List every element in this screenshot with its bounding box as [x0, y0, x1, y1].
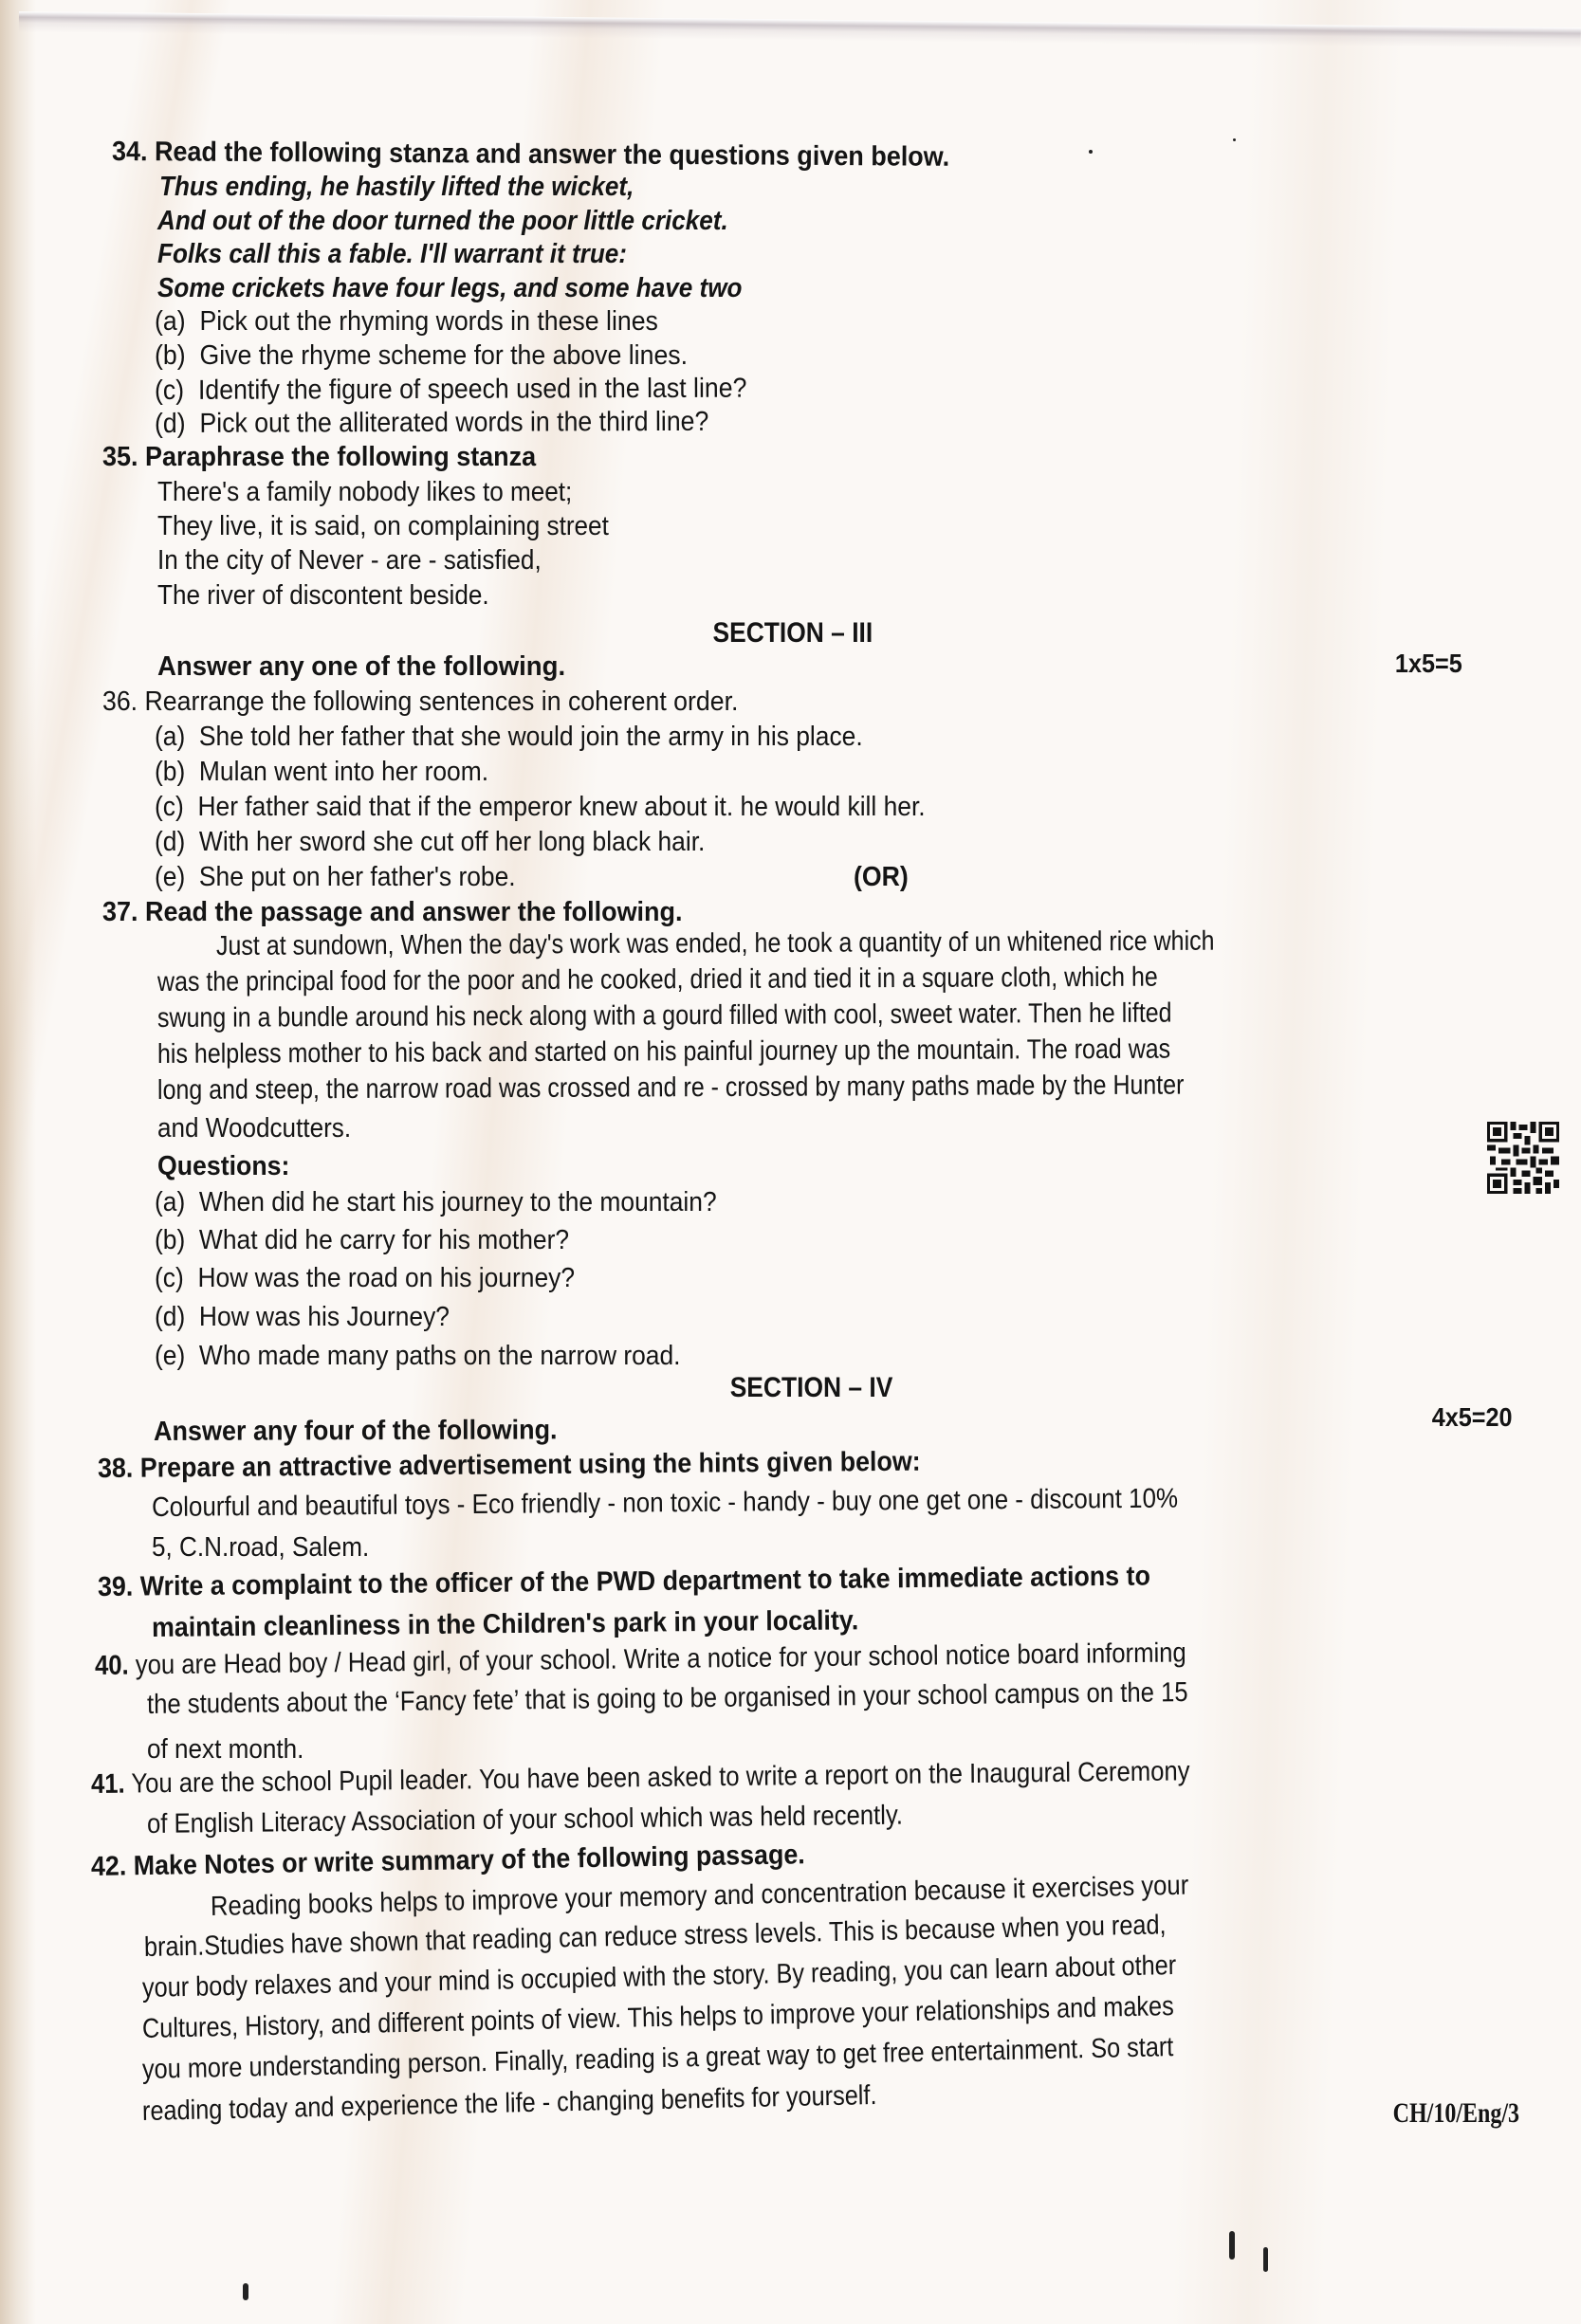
question-number: 38.	[97, 1453, 134, 1484]
comprehension-question: (c) How was the road on his journey?	[155, 1263, 575, 1293]
section-marks: 1x5=5	[1394, 649, 1462, 678]
comprehension-question: (a) When did he start his journey to the mountain?	[155, 1187, 717, 1217]
passage-line: your body relaxes and your mind is occupied with the story. By reading, you can learn about other	[141, 1949, 1177, 2004]
passage-line: Just at sundown, When the day's work was ended, he took a quantity of un whitened rice which	[215, 925, 1215, 961]
question-37-instruction: 37. Read the passage and answer the following.	[102, 897, 683, 927]
scan-speck	[1263, 2247, 1268, 2272]
passage-line: Reading books helps to improve your memory and concentration because it exercises your	[210, 1870, 1189, 1922]
passage-line: was the principal food for the poor and he cooked, dried it and tied it in a square cloth, which he	[156, 961, 1158, 997]
passage-line: you more understanding person. Finally, reading is a great way to get free entertainment. So start	[141, 2032, 1174, 2085]
or-label: (OR)	[854, 862, 909, 892]
comprehension-question: (b) What did he carry for his mother?	[155, 1225, 570, 1255]
rearrange-item: (c) Her father said that if the emperor knew about it. he would kill her.	[155, 792, 926, 822]
section-heading: SECTION – IV	[729, 1372, 893, 1403]
question-39-line: 39. Write a complaint to the officer of the PWD department to take immediate actions to	[97, 1561, 1151, 1602]
passage-line: swung in a bundle around his neck along with a gourd filled with cool, sweet water. Then he lifted	[156, 997, 1172, 1034]
question-number: 40.	[94, 1650, 129, 1681]
passage-line: his helpless mother to his back and started on his painful journey up the mountain. The road was	[156, 1034, 1171, 1070]
question-40-line: 40. you are Head boy / Head girl, of your school. Write a notice for your school notice board informing	[94, 1638, 1186, 1681]
subquestion: (d) Pick out the alliterated words in the third line?	[154, 406, 709, 439]
scan-speck	[243, 2283, 248, 2300]
rearrange-item: (a) She told her father that she would join the army in his place.	[155, 722, 863, 752]
stanza-line: Folks call this a fable. I'll warrant it true:	[157, 239, 627, 269]
section-heading: SECTION – III	[712, 617, 873, 649]
comprehension-question: (e) Who made many paths on the narrow road.	[155, 1341, 681, 1371]
stanza-line: In the city of Never - are - satisfied,	[157, 545, 542, 576]
stanza-line: Thus ending, he hastily lifted the wicket,	[159, 172, 634, 202]
question-40-line: of next month.	[147, 1734, 304, 1765]
questions-label: Questions:	[157, 1151, 290, 1181]
question-number: 42.	[90, 1851, 127, 1882]
question-40-line: the students about the ‘Fancy fete’ that is going to be organised in your school campus on the 15	[146, 1677, 1188, 1720]
passage-line: reading today and experience the life - changing benefits for yourself.	[141, 2079, 877, 2127]
question-42-instruction: 42. Make Notes or write summary of the following passage.	[90, 1839, 805, 1882]
section-marks: 4x5=20	[1431, 1402, 1513, 1432]
question-number: 36.	[102, 686, 138, 717]
rearrange-item: (b) Mulan went into her room.	[155, 757, 489, 787]
advertisement-address: 5, C.N.road, Salem.	[152, 1532, 370, 1563]
stanza-line: The river of discontent beside.	[157, 580, 489, 611]
stanza-line: Some crickets have four legs, and some have two	[157, 273, 743, 303]
rearrange-item: (d) With her sword she cut off her long black hair.	[155, 827, 706, 857]
stanza-line: And out of the door turned the poor little cricket.	[157, 206, 728, 236]
page-code: CH/10/Eng/3	[1392, 2097, 1520, 2129]
qr-code-icon	[1487, 1122, 1559, 1194]
question-41-line: of English Literacy Association of your school which was held recently.	[146, 1800, 904, 1839]
question-36-instruction: 36. Rearrange the following sentences in coherent order.	[102, 686, 739, 717]
section-instruction: Answer any one of the following.	[157, 651, 566, 682]
stanza-line: They live, it is said, on complaining street	[157, 511, 609, 541]
subquestion: (a) Pick out the rhyming words in these lines	[155, 306, 658, 337]
scan-speck	[1233, 138, 1236, 141]
question-number: 35.	[102, 442, 138, 472]
question-number: 41.	[90, 1768, 125, 1800]
section-instruction: Answer any four of the following.	[153, 1415, 558, 1447]
passage-line: brain.Studies have shown that reading can reduce stress levels. This is because when you read,	[143, 1910, 1167, 1963]
passage-line: and Woodcutters.	[157, 1113, 352, 1144]
question-38-instruction: 38. Prepare an attractive advertisement using the hints given below:	[97, 1446, 921, 1484]
scan-speck	[1229, 2231, 1235, 2260]
stanza-line: There's a family nobody likes to meet;	[157, 477, 573, 507]
passage-line: Cultures, History, and different points of view. This helps to improve your relationships and makes	[141, 1991, 1174, 2044]
rearrange-item: (e) She put on her father's robe.	[155, 862, 516, 892]
question-number: 37.	[102, 897, 138, 927]
passage-line: long and steep, the narrow road was crossed and re - crossed by many paths made by the Hunter	[156, 1070, 1185, 1106]
question-39-line: maintain cleanliness in the Children's park in your locality.	[151, 1605, 859, 1643]
question-34-instruction: 34. Read the following stanza and answer the questions given below.	[111, 137, 950, 173]
scan-speck	[1089, 150, 1093, 154]
question-35-instruction: 35. Paraphrase the following stanza	[102, 442, 537, 472]
subquestion: (b) Give the rhyme scheme for the above lines.	[155, 340, 689, 371]
question-number: 34.	[111, 137, 148, 168]
comprehension-question: (d) How was his Journey?	[155, 1302, 450, 1332]
question-number: 39.	[97, 1571, 134, 1602]
question-41-line: 41. You are the school Pupil leader. You have been asked to write a report on the Inaugural Ceremony	[90, 1756, 1190, 1800]
subquestion: (c) Identify the figure of speech used in the last line?	[154, 373, 747, 406]
advertisement-hints: Colourful and beautiful toys - Eco friendly - non toxic - handy - buy one get one - discount 10%	[151, 1483, 1179, 1523]
